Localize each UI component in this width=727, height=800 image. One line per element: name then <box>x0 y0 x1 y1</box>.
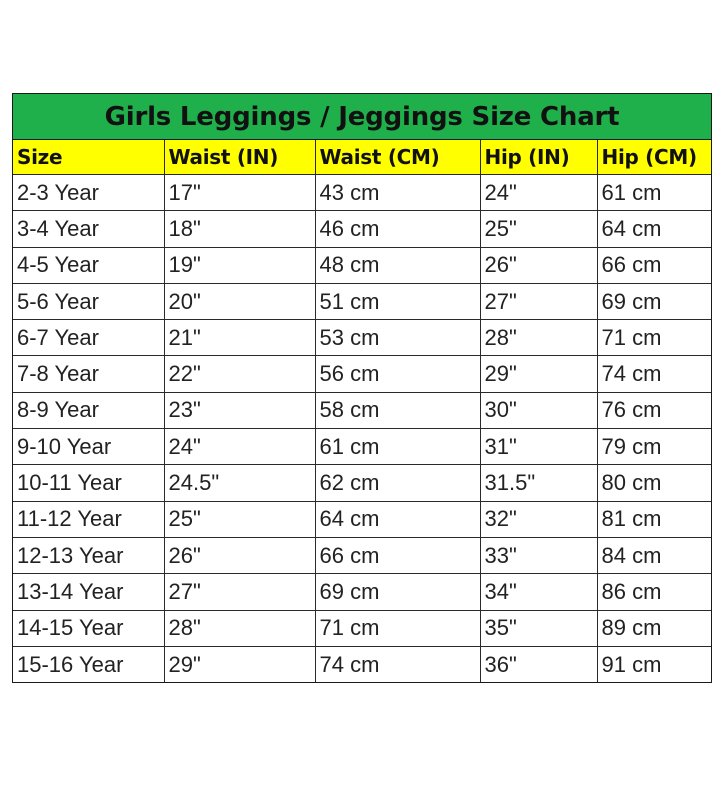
table-row <box>13 211 711 247</box>
table-row <box>13 320 711 356</box>
cell-waist-cm: 64 cm <box>315 501 480 537</box>
cell-waist-in: 19" <box>164 247 315 283</box>
cell-waist-in: 18" <box>164 211 315 247</box>
cell-waist-cm: 58 cm <box>315 392 480 428</box>
cell-hip-in: 34" <box>480 574 597 610</box>
header-row <box>13 140 711 175</box>
cell-waist-cm: 71 cm <box>315 610 480 646</box>
cell-size: 15-16 Year <box>13 646 164 682</box>
cell-size: 13-14 Year <box>13 574 164 610</box>
cell-waist-in: 26" <box>164 537 315 573</box>
cell-hip-cm: 84 cm <box>597 537 711 573</box>
table-row <box>13 392 711 428</box>
cell-waist-cm: 46 cm <box>315 211 480 247</box>
table-row <box>13 465 711 501</box>
cell-hip-cm: 79 cm <box>597 429 711 465</box>
cell-waist-cm: 53 cm <box>315 320 480 356</box>
header-waist-in: Waist (IN) <box>164 140 315 175</box>
cell-waist-in: 23" <box>164 392 315 428</box>
cell-hip-cm: 74 cm <box>597 356 711 392</box>
cell-size: 10-11 Year <box>13 465 164 501</box>
cell-size: 8-9 Year <box>13 392 164 428</box>
cell-hip-in: 29" <box>480 356 597 392</box>
cell-hip-in: 32" <box>480 501 597 537</box>
table-row <box>13 610 711 646</box>
cell-size: 6-7 Year <box>13 320 164 356</box>
header-hip-in: Hip (IN) <box>480 140 597 175</box>
cell-waist-in: 22" <box>164 356 315 392</box>
cell-hip-in: 36" <box>480 646 597 682</box>
cell-waist-cm: 51 cm <box>315 283 480 319</box>
cell-waist-in: 17" <box>164 175 315 211</box>
cell-waist-in: 20" <box>164 283 315 319</box>
cell-hip-in: 25" <box>480 211 597 247</box>
cell-hip-cm: 71 cm <box>597 320 711 356</box>
cell-hip-cm: 66 cm <box>597 247 711 283</box>
cell-waist-in: 25" <box>164 501 315 537</box>
size-table <box>13 140 711 682</box>
cell-size: 14-15 Year <box>13 610 164 646</box>
table-row <box>13 501 711 537</box>
header-hip-cm: Hip (CM) <box>597 140 711 175</box>
cell-size: 9-10 Year <box>13 429 164 465</box>
cell-size: 3-4 Year <box>13 211 164 247</box>
cell-hip-in: 27" <box>480 283 597 319</box>
cell-hip-cm: 76 cm <box>597 392 711 428</box>
header-waist-cm: Waist (CM) <box>315 140 480 175</box>
cell-hip-cm: 61 cm <box>597 175 711 211</box>
chart-title-bar <box>13 94 711 140</box>
cell-waist-in: 24" <box>164 429 315 465</box>
cell-waist-cm: 61 cm <box>315 429 480 465</box>
table-row <box>13 646 711 682</box>
cell-hip-in: 31" <box>480 429 597 465</box>
chart-title: Girls Leggings / Jeggings Size Chart <box>104 101 620 132</box>
cell-hip-in: 24" <box>480 175 597 211</box>
table-row <box>13 574 711 610</box>
cell-waist-in: 27" <box>164 574 315 610</box>
cell-hip-cm: 89 cm <box>597 610 711 646</box>
cell-hip-in: 30" <box>480 392 597 428</box>
cell-hip-cm: 64 cm <box>597 211 711 247</box>
cell-waist-cm: 43 cm <box>315 175 480 211</box>
cell-hip-cm: 69 cm <box>597 283 711 319</box>
cell-hip-cm: 81 cm <box>597 501 711 537</box>
size-chart <box>12 93 712 683</box>
table-body <box>13 175 711 683</box>
cell-waist-cm: 56 cm <box>315 356 480 392</box>
cell-waist-in: 21" <box>164 320 315 356</box>
header-size: Size <box>13 140 164 175</box>
cell-waist-cm: 48 cm <box>315 247 480 283</box>
cell-hip-cm: 91 cm <box>597 646 711 682</box>
cell-hip-in: 33" <box>480 537 597 573</box>
cell-hip-cm: 86 cm <box>597 574 711 610</box>
cell-size: 7-8 Year <box>13 356 164 392</box>
table-row <box>13 247 711 283</box>
table-row <box>13 175 711 211</box>
cell-waist-in: 24.5" <box>164 465 315 501</box>
cell-size: 2-3 Year <box>13 175 164 211</box>
cell-waist-cm: 62 cm <box>315 465 480 501</box>
cell-size: 11-12 Year <box>13 501 164 537</box>
cell-waist-cm: 69 cm <box>315 574 480 610</box>
cell-size: 4-5 Year <box>13 247 164 283</box>
cell-size: 12-13 Year <box>13 537 164 573</box>
cell-hip-in: 31.5" <box>480 465 597 501</box>
table-header <box>13 140 711 175</box>
cell-hip-in: 26" <box>480 247 597 283</box>
table-row <box>13 356 711 392</box>
cell-hip-cm: 80 cm <box>597 465 711 501</box>
cell-waist-in: 28" <box>164 610 315 646</box>
cell-size: 5-6 Year <box>13 283 164 319</box>
table-row <box>13 429 711 465</box>
cell-waist-in: 29" <box>164 646 315 682</box>
cell-waist-cm: 74 cm <box>315 646 480 682</box>
cell-hip-in: 28" <box>480 320 597 356</box>
cell-waist-cm: 66 cm <box>315 537 480 573</box>
table-row <box>13 283 711 319</box>
cell-hip-in: 35" <box>480 610 597 646</box>
table-row <box>13 537 711 573</box>
